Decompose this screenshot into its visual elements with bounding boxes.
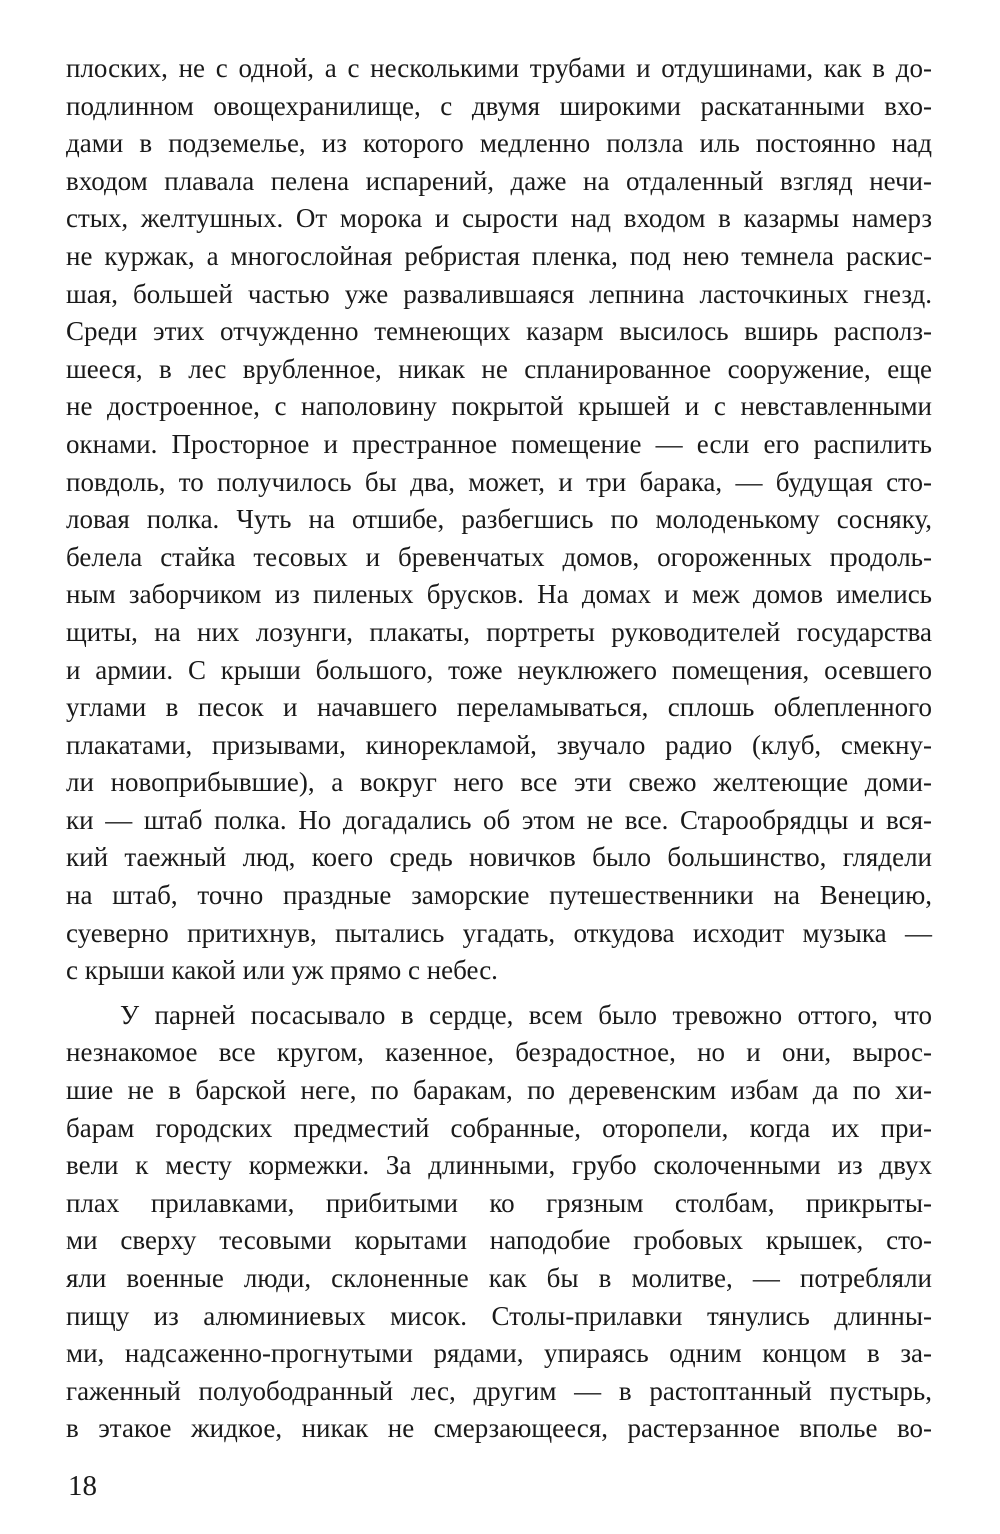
paragraph-gap: [66, 990, 932, 997]
text-line: окнами. Просторное и престранное помещение — если его распилить: [66, 428, 932, 459]
text-line: ми сверху тесовыми корытами наподобие гробовых крышек, сто-: [66, 1225, 932, 1256]
text-line: ки — штаб полка. Но догадались об этом не все. Старообрядцы и вся-: [66, 804, 932, 835]
text-line: плакатами, призывами, кинорекламой, звучало радио (клуб, смекну-: [66, 729, 932, 760]
text-line: Среди этих отчужденно темнеющих казарм высилось вширь располз-: [66, 316, 932, 347]
text-line: не куржак, а многослойная ребристая пленка, под нею темнела раскис-: [66, 240, 932, 271]
body-text: [66, 50, 932, 1448]
text-line: ным заборчиком из пиленых брусков. На домах и меж домов имелись: [66, 579, 932, 610]
text-line: суеверно притихнув, пытались угадать, откудова исходит музыка —: [66, 917, 932, 948]
text-line: белела стайка тесовых и бревенчатых домов, огороженных продоль-: [66, 541, 932, 572]
text-line: входом плавала пелена испарений, даже на отдаленный взгляд нечи-: [66, 165, 932, 196]
text-line: ли новоприбывшие), а вокруг него все эти свежо желтеющие доми-: [66, 767, 932, 798]
paragraph-2: [66, 997, 932, 1448]
text-line: щиты, на них лозунги, плакаты, портреты руководителей государства: [66, 616, 932, 647]
text-line: подлинном овощехранилище, с двумя широкими раскатанными вхо-: [66, 90, 932, 121]
page-number: 18: [68, 1470, 97, 1502]
text-line: повдоль, то получилось бы два, может, и три барака, — будущая сто-: [66, 466, 932, 497]
text-line: вели к месту кормежки. За длинными, грубо сколоченными из двух: [66, 1150, 932, 1181]
text-line: У парней посасывало в сердце, всем было тревожно оттого, что: [120, 999, 932, 1030]
text-line: кий таежный люд, коего средь новичков было большинство, глядели: [66, 842, 932, 873]
text-line: пищу из алюминиевых мисок. Столы-прилавки тянулись длинны-: [66, 1300, 932, 1331]
text-line: с крыши какой или уж прямо с небес.: [66, 955, 498, 986]
text-line: в этакое жидкое, никак не смерзающееся, растерзанное вполье во-: [66, 1413, 932, 1444]
text-line: шееся, в лес врубленное, никак не спланированное сооружение, еще: [66, 353, 932, 384]
text-line: плах прилавками, прибитыми ко грязным столбам, прикрыты-: [66, 1187, 932, 1218]
text-line: дами в подземелье, из которого медленно ползла иль постоянно над: [66, 128, 932, 159]
text-line: углами в песок и начавшего переламываться, сплошь облепленного: [66, 692, 932, 723]
text-line: стых, желтушных. От морока и сырости над входом в казармы намерз: [66, 203, 932, 234]
text-line: не достроенное, с наполовину покрытой крышей и с невставленными: [66, 391, 932, 422]
text-line: и армии. С крыши большого, тоже неуклюжего помещения, осевшего: [66, 654, 932, 685]
paragraph-1: [66, 50, 932, 990]
text-line: плоских, не с одной, а с несколькими трубами и отдушинами, как в до-: [66, 53, 932, 83]
text-line: барам городских предместий собранные, оторопели, когда их при-: [66, 1112, 932, 1143]
text-line: яли военные люди, склоненные как бы в молитве, — потребляли: [66, 1263, 932, 1293]
text-line: ми, надсаженно-прогнутыми рядами, упираясь одним концом в за-: [66, 1338, 932, 1369]
text-line: гаженный полуободранный лес, другим — в растоптанный пустырь,: [66, 1375, 932, 1406]
text-line: незнакомое все кругом, казенное, безрадостное, но и они, вырос-: [66, 1037, 932, 1068]
text-line: шие не в барской неге, по баракам, по деревенским избам да по хи-: [66, 1075, 932, 1106]
text-line: шая, большей частью уже развалившаяся лепнина ласточкиных гнезд.: [66, 278, 932, 309]
text-line: на штаб, точно праздные заморские путешественники на Венецию,: [66, 880, 932, 911]
text-line: ловая полка. Чуть на отшибе, разбегшись по молоденькому сосняку,: [66, 504, 932, 535]
